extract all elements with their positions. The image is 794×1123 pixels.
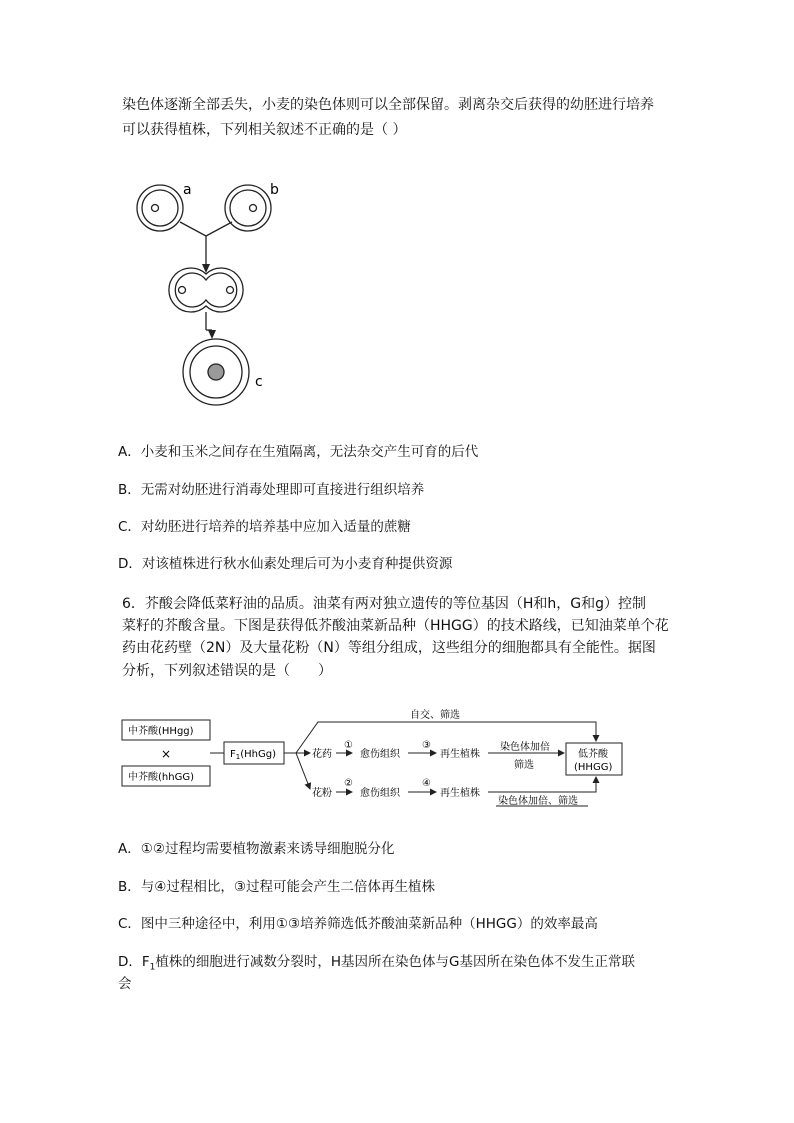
q6-option-b: B．与④过程相比，③过程可能会产生二倍体再生植株 bbox=[118, 879, 435, 895]
result-label-1: 低芥酸 bbox=[578, 749, 608, 760]
breeding-flowchart bbox=[118, 706, 628, 814]
double-label-1: 染色体加倍 bbox=[500, 742, 550, 753]
q6-line-2: 菜籽的芥酸含量。下图是获得低芥酸油菜新品种（HHGG）的技术路线，已知油菜单个花 bbox=[122, 618, 669, 634]
pollen-label: 花粉 bbox=[312, 788, 332, 799]
q6-option-d-line2: 会 bbox=[118, 976, 132, 992]
merge-lines bbox=[180, 222, 232, 236]
anther-label: 花药 bbox=[312, 749, 332, 760]
label-b: b bbox=[270, 182, 279, 198]
cell-b-inner bbox=[230, 190, 266, 226]
step-2: ② bbox=[344, 778, 353, 789]
f1-label: $F_1(HhGg)$ bbox=[230, 749, 276, 761]
cell-fusion-diagram bbox=[120, 170, 300, 420]
fused-nucleus-right bbox=[227, 287, 234, 294]
double-label-1b: 筛选 bbox=[514, 760, 534, 771]
regen-bottom: 再生植株 bbox=[440, 788, 480, 799]
q5-option-c: C．对幼胚进行培养的培养基中应加入适量的蔗糖 bbox=[118, 519, 411, 535]
q5-option-a: A．小麦和玉米之间存在生殖隔离，无法杂交产生可育的后代 bbox=[118, 444, 479, 460]
fused-nucleus-left bbox=[179, 287, 186, 294]
fused-cell-outer bbox=[169, 268, 243, 312]
parent1-label: 中芥酸(HHgg) bbox=[128, 726, 194, 737]
cell-a-nucleus bbox=[152, 205, 159, 212]
parent2-label: 中芥酸(hhGG) bbox=[128, 772, 194, 783]
q6-line-3: 药由花药壁（2N）及大量花粉（N）等组分组成，这些组分的细胞都具有全能性。据图 bbox=[122, 640, 656, 656]
double-label-2: 染色体加倍、筛选 bbox=[498, 796, 578, 807]
step-4: ④ bbox=[422, 778, 431, 789]
q6-line-4: 分析，下列叙述错误的是（ ） bbox=[122, 663, 332, 679]
fused-cell-inner bbox=[175, 273, 236, 307]
label-a: a bbox=[183, 182, 192, 198]
cell-b-outer bbox=[225, 185, 271, 231]
arrow-head-2 bbox=[208, 330, 216, 339]
step-1: ① bbox=[344, 740, 353, 751]
callus-bottom: 愈伤组织 bbox=[360, 788, 400, 799]
intro-line-2: 可以获得植株，下列相关叙述不正确的是（ ） bbox=[122, 122, 407, 138]
regen-top: 再生植株 bbox=[440, 749, 480, 760]
q5-option-b: B．无需对幼胚进行消毒处理即可直接进行组织培养 bbox=[118, 482, 425, 498]
cell-b-nucleus bbox=[250, 205, 257, 212]
q6-option-c: C．图中三种途径中，利用①③培养筛选低芥酸油菜新品种（HHGG）的效率最高 bbox=[118, 916, 598, 932]
cell-a-outer bbox=[137, 185, 183, 231]
callus-top: 愈伤组织 bbox=[360, 749, 400, 760]
result-label-2: (HHGG) bbox=[574, 762, 613, 773]
q6-option-a: A．①②过程均需要植物激素来诱导细胞脱分化 bbox=[118, 841, 395, 857]
q6-option-d: D．$F_1$植株的细胞进行减数分裂时，H基因所在染色体与G基因所在染色体不发生正常联 bbox=[118, 954, 636, 973]
label-c: c bbox=[255, 374, 263, 390]
intro-line-1: 染色体逐渐全部丢失，小麦的染色体则可以全部保留。剥离杂交后获得的幼胚进行培养 bbox=[122, 97, 654, 113]
cell-c-nucleus bbox=[208, 364, 224, 380]
cross-sign: × bbox=[161, 747, 172, 761]
q5-option-d: D．对该植株进行秋水仙素处理后可为小麦育种提供资源 bbox=[118, 556, 453, 572]
q6-line-1: 6．芥酸会降低菜籽油的品质。油菜有两对独立遗传的等位基因（H和h，G和g）控制 bbox=[122, 596, 647, 612]
top-route-label: 自交、筛选 bbox=[410, 710, 460, 721]
cell-a-inner bbox=[142, 190, 178, 226]
step-3: ③ bbox=[422, 740, 431, 751]
